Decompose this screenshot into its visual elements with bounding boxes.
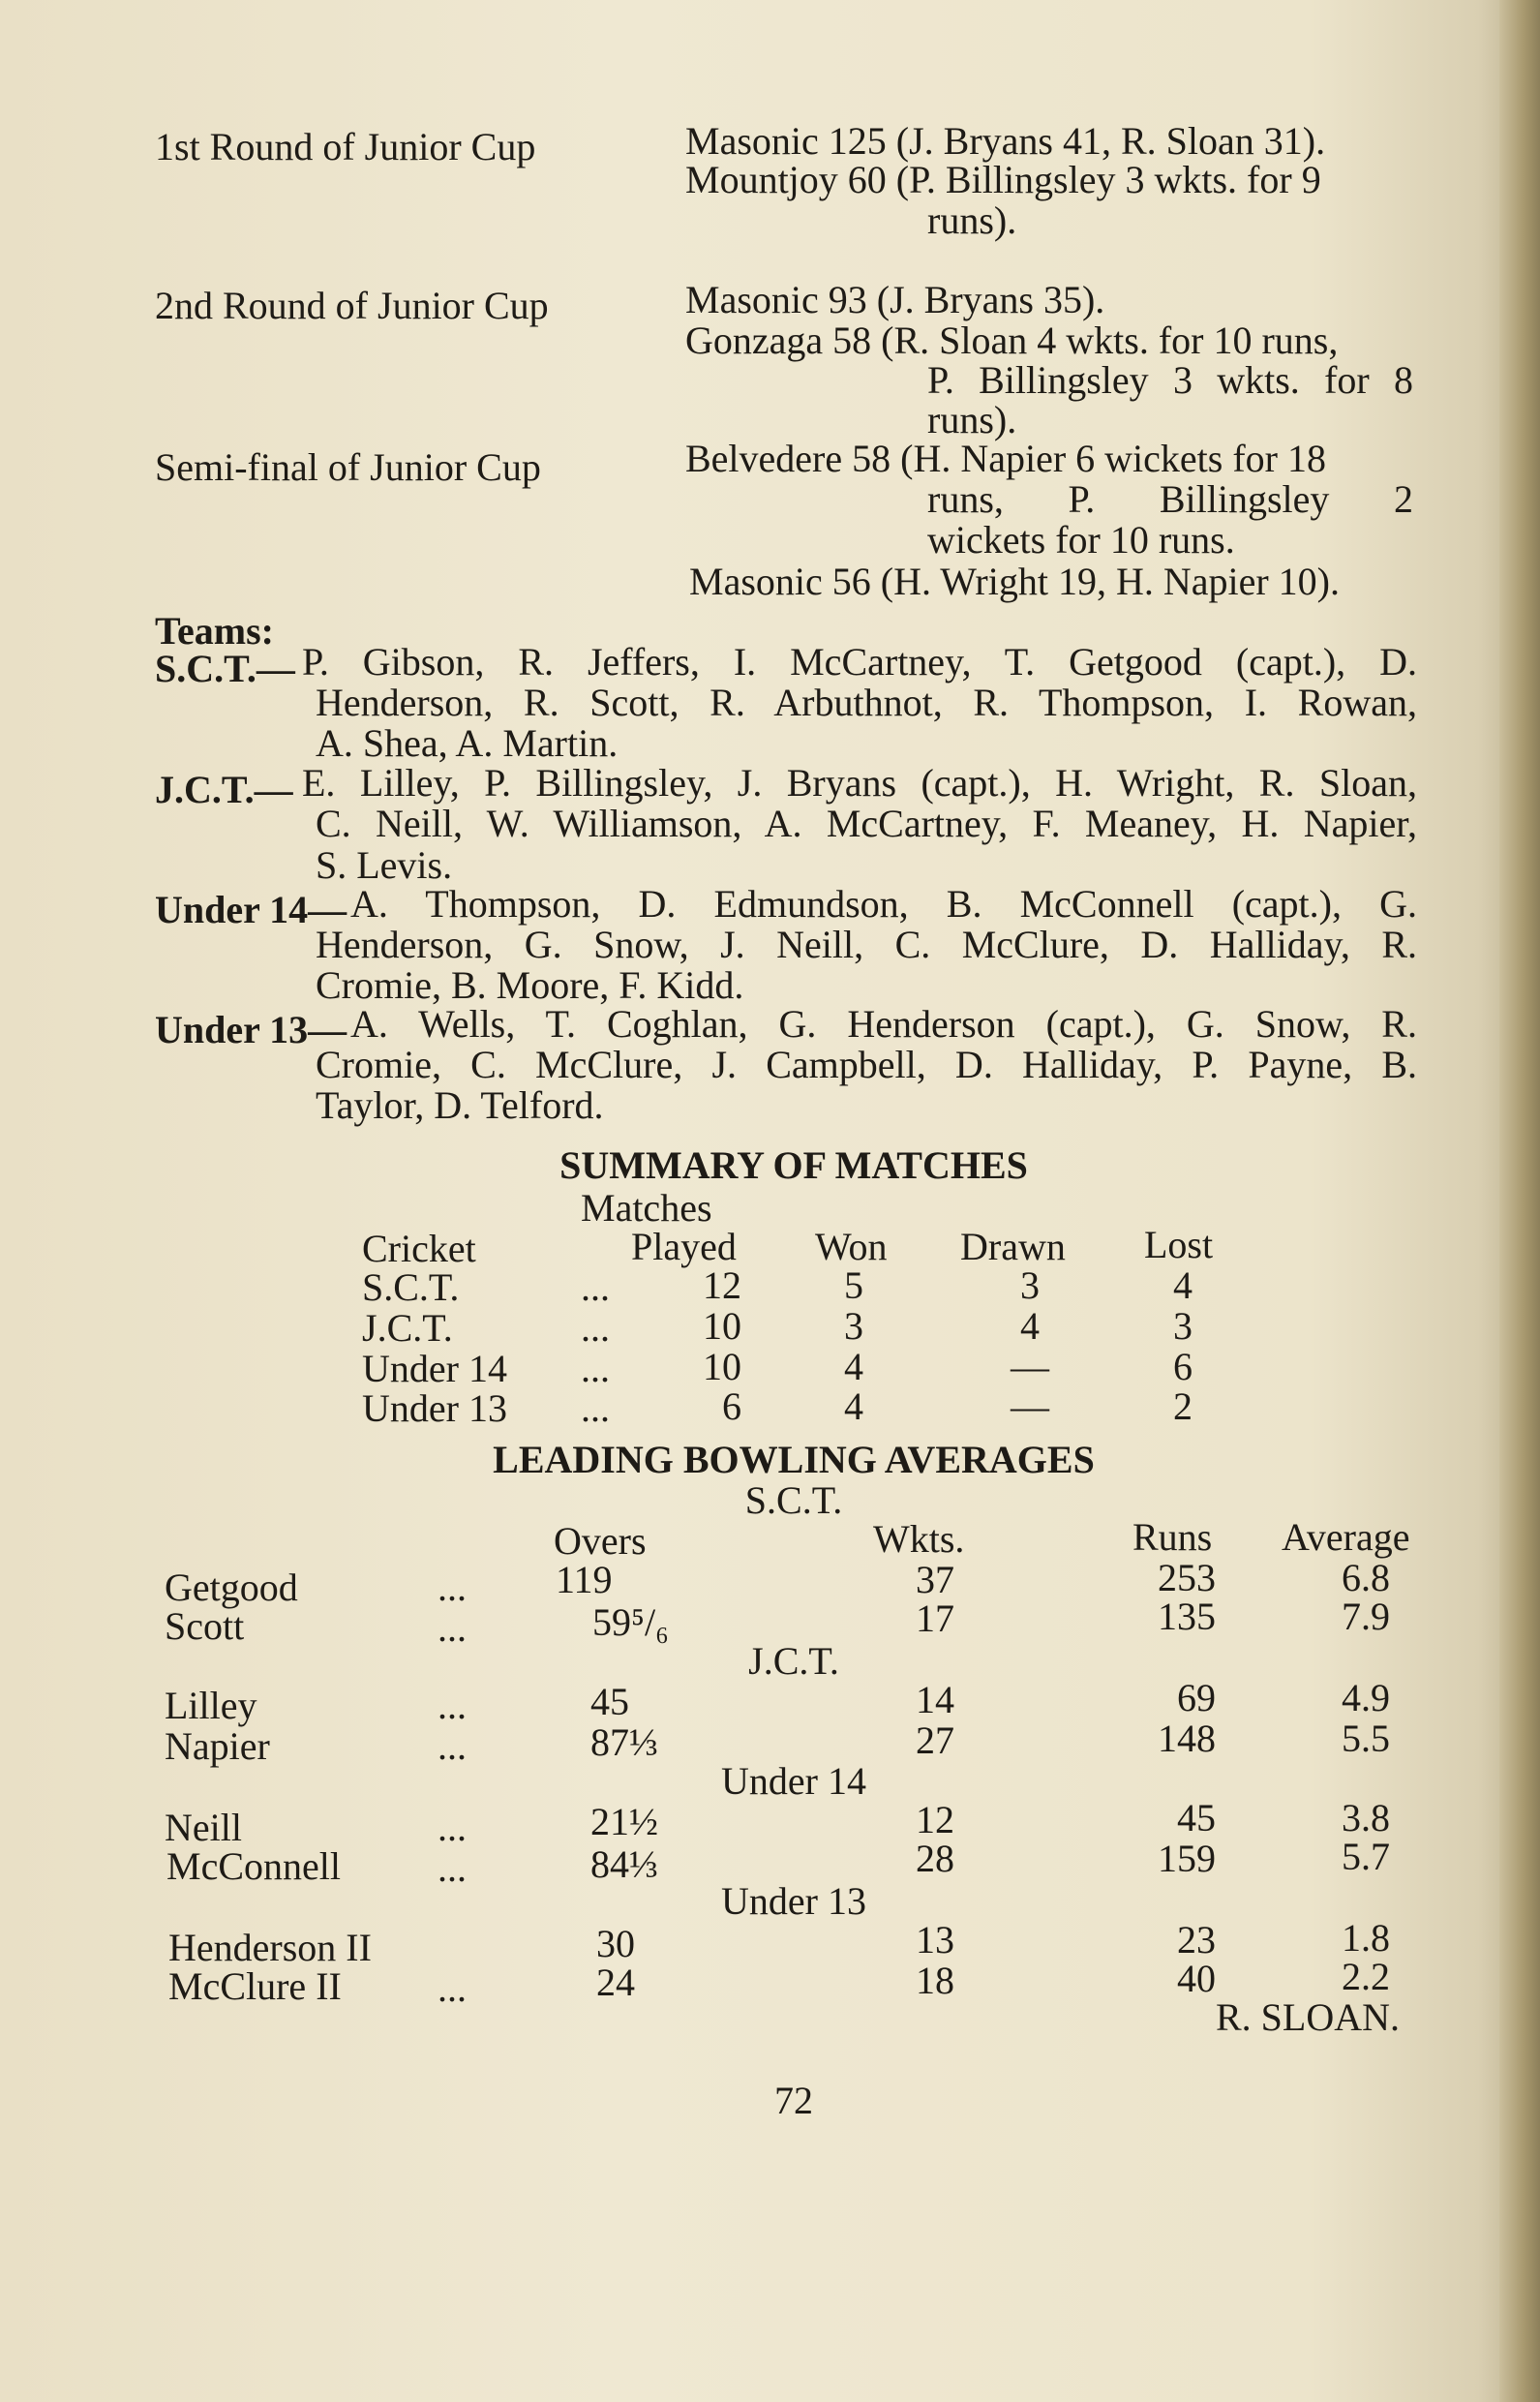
- cup-result-line: Masonic 93 (J. Bryans 35).: [685, 278, 1105, 321]
- bowler-name: Henderson II: [168, 1926, 372, 1969]
- team-line: E. Lilley, P. Billingsley, J. Bryans (capt.), H. Wright, R. Sloan,: [302, 761, 1417, 805]
- bowler-overs: 45: [590, 1680, 629, 1723]
- summary-header-matches: Matches: [581, 1186, 712, 1230]
- bowling-title: LEADING BOWLING AVERAGES: [493, 1438, 1095, 1481]
- leader-dots: ...: [581, 1386, 610, 1430]
- summary-won: 5: [844, 1263, 863, 1307]
- bowler-wkts: 18: [916, 1959, 954, 2002]
- summary-won: 4: [844, 1345, 863, 1388]
- leader-dots: ...: [438, 1846, 467, 1890]
- summary-played: 10: [703, 1345, 741, 1388]
- cup-result-line: Mountjoy 60 (P. Billingsley 3 wkts. for 9: [685, 158, 1321, 201]
- bowler-average: 5.7: [1342, 1835, 1390, 1878]
- bowler-average: 1.8: [1342, 1916, 1390, 1960]
- summary-lost: 4: [1173, 1263, 1193, 1307]
- bowler-overs: 87⅓: [590, 1720, 658, 1764]
- bowler-wkts: 37: [916, 1558, 954, 1601]
- bowling-group-sct: S.C.T.: [744, 1478, 843, 1522]
- cup-result-line: Masonic 56 (H. Wright 19, H. Napier 10).: [689, 560, 1340, 603]
- bowler-name: Napier: [165, 1724, 270, 1768]
- summary-lost: 6: [1173, 1345, 1193, 1388]
- bowler-overs: 24: [596, 1961, 635, 2004]
- bowler-overs: 119: [556, 1558, 613, 1601]
- cup-round-label: Semi-final of Junior Cup: [155, 445, 541, 489]
- team-label: Under 14—: [155, 888, 347, 931]
- cup-result-line: runs).: [927, 398, 1017, 441]
- cup-result-line: runs, P. Billingsley 2: [927, 477, 1413, 521]
- bowler-runs: 23: [1177, 1918, 1216, 1961]
- page-number: 72: [774, 2079, 813, 2122]
- bowler-average: 6.8: [1342, 1556, 1390, 1599]
- bowler-name: Lilley: [165, 1684, 257, 1727]
- bowler-overs: 84⅓: [590, 1842, 658, 1886]
- bowler-runs: 135: [1158, 1595, 1216, 1638]
- bowler-wkts: 12: [916, 1798, 954, 1841]
- summary-team: Under 13: [362, 1386, 507, 1430]
- leader-dots: ...: [581, 1347, 610, 1390]
- team-line: Henderson, R. Scott, R. Arbuthnot, R. Thompson, I. Rowan,: [316, 681, 1417, 724]
- bowler-name: McClure II: [168, 1964, 342, 2008]
- cup-result-line: P. Billingsley 3 wkts. for 8: [927, 358, 1413, 402]
- summary-won: 4: [844, 1384, 863, 1428]
- bowler-wkts: 27: [916, 1718, 954, 1762]
- bowler-average: 7.9: [1342, 1595, 1390, 1638]
- bowler-overs: 30: [596, 1922, 635, 1965]
- cup-result-line: runs).: [927, 198, 1017, 242]
- bowling-header-runs: Runs: [1132, 1515, 1213, 1559]
- team-line: A. Thompson, D. Edmundson, B. McConnell (capt.), G.: [350, 882, 1417, 926]
- leader-dots: ...: [438, 1566, 467, 1609]
- bowler-average: 2.2: [1342, 1955, 1390, 1998]
- cup-result-line: Belvedere 58 (H. Napier 6 wickets for 18: [685, 437, 1326, 480]
- bowling-header-wkts: Wkts.: [873, 1517, 965, 1561]
- cup-round-label: 1st Round of Junior Cup: [155, 125, 536, 168]
- bowler-runs: 69: [1177, 1676, 1216, 1719]
- summary-header-cricket: Cricket: [362, 1227, 476, 1270]
- summary-won: 3: [844, 1304, 863, 1348]
- team-line: A. Shea, A. Martin.: [316, 721, 619, 765]
- bowler-name: Neill: [165, 1806, 242, 1849]
- summary-team: J.C.T.: [362, 1306, 453, 1350]
- team-label: Under 13—: [155, 1008, 347, 1051]
- summary-played: 12: [703, 1263, 741, 1307]
- summary-lost: 3: [1173, 1304, 1193, 1348]
- leader-dots: ...: [438, 1606, 467, 1650]
- leader-dots: ...: [438, 1684, 467, 1727]
- cup-round-label: 2nd Round of Junior Cup: [155, 284, 549, 327]
- bowler-wkts: 13: [916, 1918, 954, 1961]
- leader-dots: ...: [581, 1306, 610, 1350]
- summary-played: 6: [722, 1384, 741, 1428]
- summary-played: 10: [703, 1304, 741, 1348]
- bowler-average: 5.5: [1342, 1717, 1390, 1760]
- summary-header-played: Played: [631, 1225, 737, 1268]
- bowling-group-under-14: Under 14: [721, 1759, 866, 1803]
- bowler-overs: 21½: [590, 1800, 658, 1843]
- bowler-runs: 159: [1158, 1837, 1216, 1880]
- team-line: P. Gibson, R. Jeffers, I. McCartney, T. Getgood (capt.), D.: [302, 640, 1417, 684]
- leader-dots: ...: [581, 1265, 610, 1309]
- bowling-header-overs: Overs: [554, 1519, 647, 1563]
- summary-header-lost: Lost: [1144, 1223, 1214, 1266]
- bowling-group-under-13: Under 13: [721, 1879, 866, 1923]
- summary-header-won: Won: [815, 1225, 888, 1268]
- bowler-runs: 45: [1177, 1796, 1216, 1840]
- summary-team: S.C.T.: [362, 1265, 460, 1309]
- signature: R. SLOAN.: [1216, 1995, 1401, 2039]
- bowler-overs: 59⁵/₆: [592, 1600, 670, 1644]
- bowler-average: 4.9: [1342, 1676, 1390, 1719]
- bowler-name: Scott: [165, 1604, 245, 1648]
- cup-result-line: Masonic 125 (J. Bryans 41, R. Sloan 31).: [685, 119, 1326, 163]
- bowler-name: McConnell: [166, 1844, 341, 1888]
- bowler-wkts: 28: [916, 1837, 954, 1880]
- bowling-group-jct: J.C.T.: [748, 1639, 839, 1683]
- team-line: Henderson, G. Snow, J. Neill, C. McClure, D. Halliday, R.: [316, 923, 1417, 966]
- summary-drawn: —: [1011, 1345, 1049, 1388]
- summary-title: SUMMARY OF MATCHES: [559, 1143, 1028, 1187]
- bowler-wkts: 14: [916, 1678, 954, 1721]
- team-line: Cromie, C. McClure, J. Campbell, D. Halliday, P. Payne, B.: [316, 1043, 1417, 1086]
- cup-result-line: Gonzaga 58 (R. Sloan 4 wkts. for 10 runs,: [685, 319, 1339, 362]
- leader-dots: ...: [438, 1966, 467, 2010]
- team-line: Taylor, D. Telford.: [316, 1083, 604, 1127]
- summary-lost: 2: [1173, 1384, 1193, 1428]
- bowler-wkts: 17: [916, 1596, 954, 1640]
- bowling-header-average: Average: [1282, 1515, 1410, 1559]
- leader-dots: ...: [438, 1806, 467, 1849]
- team-line: A. Wells, T. Coghlan, G. Henderson (capt.), G. Snow, R.: [350, 1002, 1417, 1046]
- summary-team: Under 14: [362, 1347, 507, 1390]
- team-label: J.C.T.—: [155, 768, 293, 811]
- team-line: Cromie, B. Moore, F. Kidd.: [316, 963, 744, 1007]
- bowler-runs: 253: [1158, 1556, 1216, 1599]
- leader-dots: ...: [438, 1724, 467, 1768]
- cup-result-line: wickets for 10 runs.: [927, 518, 1235, 562]
- teams-heading: Teams:: [155, 609, 274, 653]
- summary-drawn: 4: [1020, 1304, 1040, 1348]
- bowler-name: Getgood: [165, 1566, 298, 1609]
- team-line: S. Levis.: [316, 843, 453, 887]
- book-spine-shadow: [1499, 0, 1540, 2402]
- team-line: C. Neill, W. Williamson, A. McCartney, F. Meaney, H. Napier,: [316, 802, 1417, 845]
- summary-drawn: —: [1011, 1384, 1049, 1428]
- bowler-runs: 148: [1158, 1717, 1216, 1760]
- team-label: S.C.T.—: [155, 647, 295, 690]
- summary-drawn: 3: [1020, 1263, 1040, 1307]
- bowler-runs: 40: [1177, 1957, 1216, 2000]
- summary-header-drawn: Drawn: [960, 1225, 1066, 1268]
- bowler-average: 3.8: [1342, 1796, 1390, 1840]
